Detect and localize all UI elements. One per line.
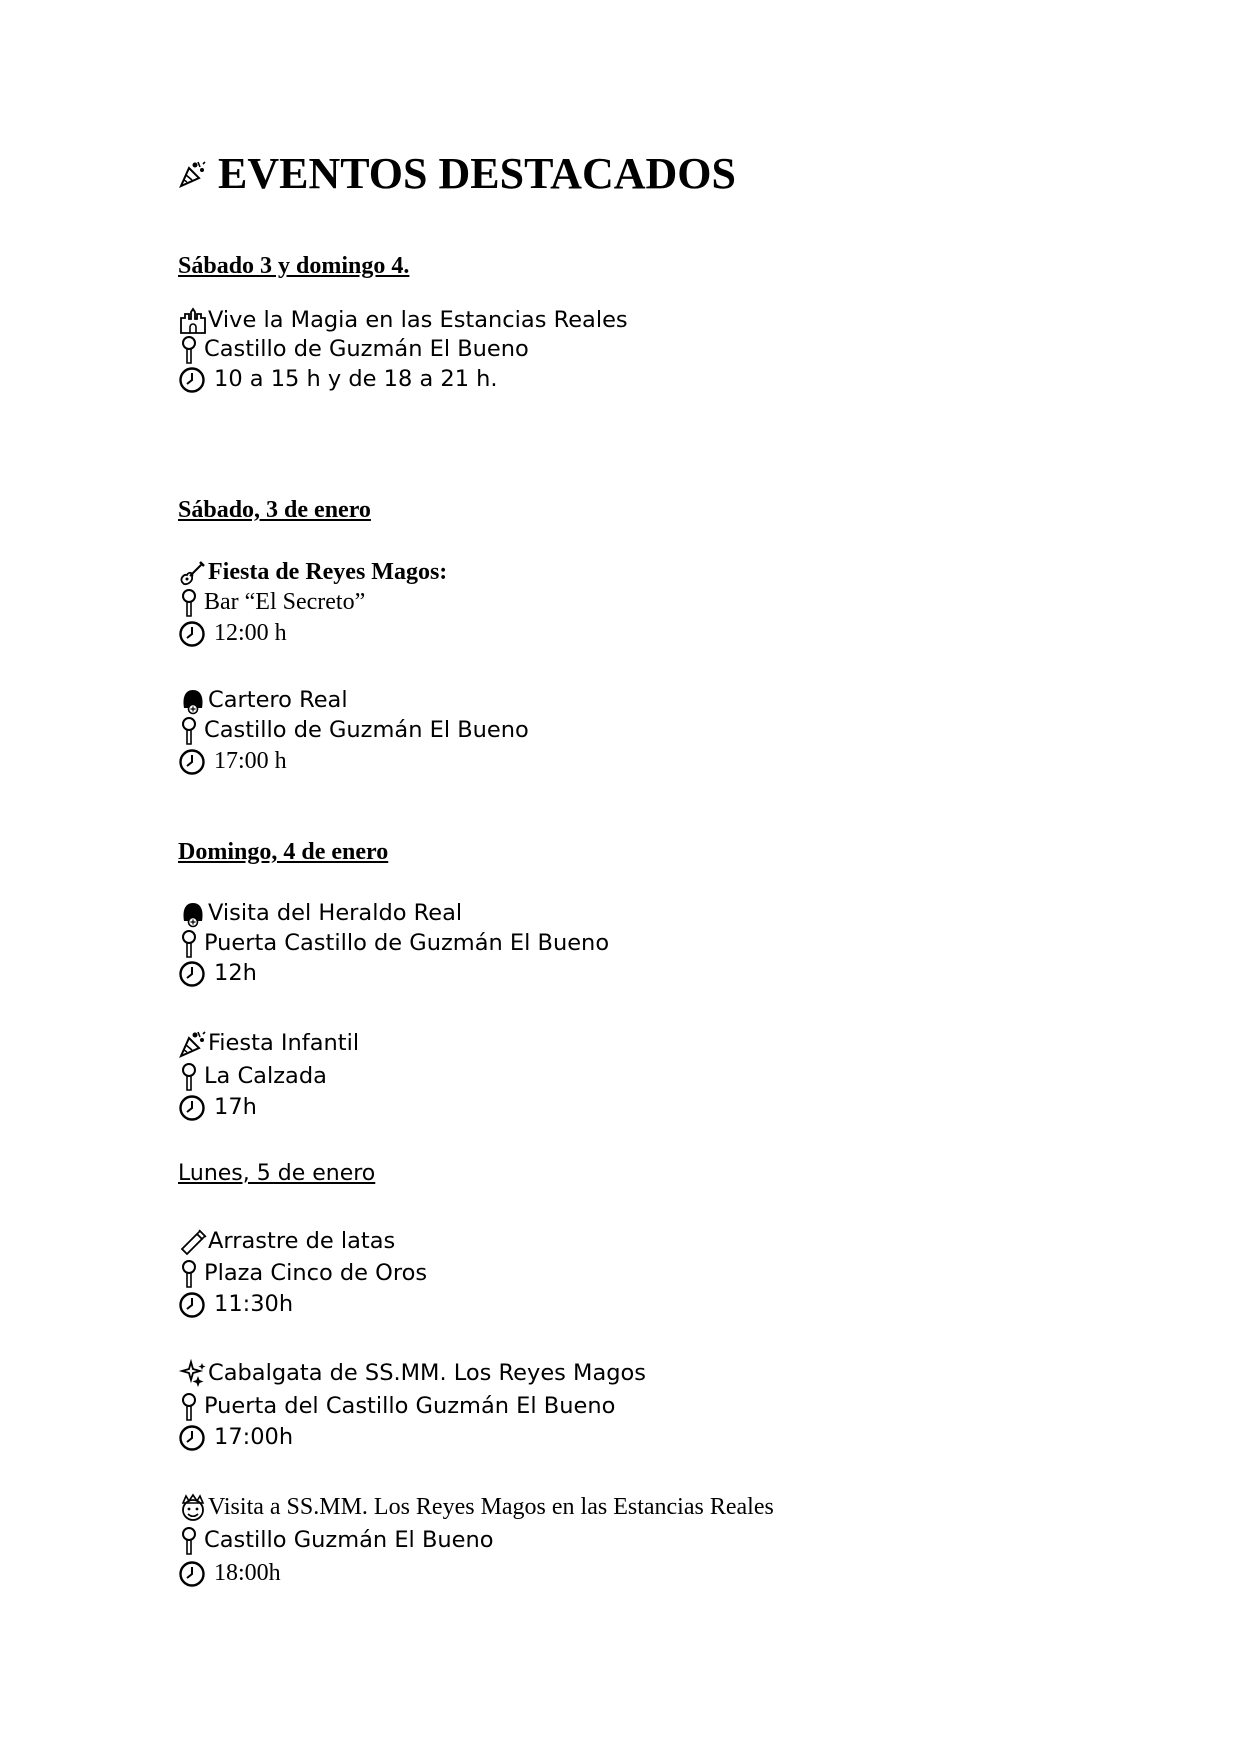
castle-icon [178, 306, 208, 336]
round-pushpin-icon [178, 335, 204, 365]
sparkle-icon [178, 1359, 208, 1389]
party-popper-icon [178, 159, 208, 189]
clock-icon [178, 1559, 214, 1589]
event-time [178, 363, 498, 396]
clock-icon [178, 747, 214, 777]
event-time [178, 617, 287, 650]
round-pushpin-icon [178, 1259, 204, 1289]
round-pushpin-icon [178, 1062, 204, 1092]
event-location [178, 1524, 494, 1557]
event-location [178, 333, 529, 366]
day-heading: Domingo, 4 de enero [178, 839, 389, 865]
round-pushpin-icon [178, 716, 204, 746]
event-name-text: Vive la Magia en las Estancias Reales [208, 307, 628, 333]
event-time-text: 10 a 15 h y de 18 a 21 h. [214, 366, 498, 392]
event-location [178, 1060, 327, 1093]
page-title-text: EVENTOS DESTACADOS [218, 149, 736, 198]
event-time-text: 18:00h [214, 1560, 281, 1586]
party-popper-icon [178, 1029, 208, 1059]
event-name-text: Arrastre de latas [208, 1228, 396, 1254]
event-time-text: 12:00 h [214, 620, 287, 646]
event-location-text: Puerta del Castillo Guzmán El Bueno [204, 1393, 616, 1419]
event-name [178, 556, 447, 589]
event-time [178, 1421, 293, 1454]
event-location-text: Castillo Guzmán El Bueno [204, 1527, 494, 1553]
event-name [178, 1491, 774, 1524]
event-name-text: Cartero Real [208, 687, 348, 713]
event-location [178, 1390, 615, 1423]
can-icon [178, 1227, 208, 1257]
event-name [178, 1027, 359, 1060]
king-icon [178, 1493, 208, 1523]
event-location [178, 714, 529, 747]
event-name [178, 897, 462, 930]
event-time-text: 17:00 h [214, 748, 287, 774]
event-name-text: Fiesta de Reyes Magos: [208, 559, 448, 585]
event-time [178, 745, 287, 778]
clock-icon [178, 1290, 214, 1320]
event-name-text: Fiesta Infantil [208, 1030, 360, 1056]
round-pushpin-icon [178, 929, 204, 959]
event-time [178, 957, 257, 990]
event-time [178, 1557, 281, 1590]
round-pushpin-icon [178, 588, 204, 618]
event-location-text: Puerta Castillo de Guzmán El Bueno [204, 930, 610, 956]
event-location-text: Castillo de Guzmán El Bueno [204, 717, 529, 743]
event-name-text: Visita a SS.MM. Los Reyes Magos en las Estancias Reales [208, 1494, 774, 1520]
event-location [178, 927, 609, 960]
event-time [178, 1091, 257, 1124]
event-location-text: Bar “El Secreto” [204, 589, 366, 615]
event-name-text: Visita del Heraldo Real [208, 900, 463, 926]
event-time-text: 12h [214, 960, 257, 986]
clock-icon [178, 959, 214, 989]
event-location [178, 1257, 427, 1290]
clock-icon [178, 1423, 214, 1453]
event-name [178, 1225, 395, 1258]
event-location-text: La Calzada [204, 1063, 327, 1089]
event-name [178, 684, 348, 717]
day-heading: Sábado 3 y domingo 4. [178, 253, 410, 279]
day-heading: Sábado, 3 de enero [178, 497, 371, 523]
event-location-text: Plaza Cinco de Oros [204, 1260, 428, 1286]
page-title [178, 146, 736, 202]
day-heading: Lunes, 5 de enero [178, 1161, 376, 1186]
event-time [178, 1288, 293, 1321]
guard-icon [178, 899, 208, 929]
event-time-text: 17h [214, 1094, 257, 1120]
round-pushpin-icon [178, 1392, 204, 1422]
event-name [178, 1357, 646, 1390]
guard-icon [178, 686, 208, 716]
event-time-text: 17:00h [214, 1424, 294, 1450]
event-name-text: Cabalgata de SS.MM. Los Reyes Magos [208, 1360, 647, 1386]
event-time-text: 11:30h [214, 1291, 294, 1317]
clock-icon [178, 365, 214, 395]
round-pushpin-icon [178, 1526, 204, 1556]
event-location [178, 586, 365, 619]
clock-icon [178, 619, 214, 649]
event-location-text: Castillo de Guzmán El Bueno [204, 336, 529, 362]
guitar-icon [178, 558, 208, 588]
clock-icon [178, 1093, 214, 1123]
